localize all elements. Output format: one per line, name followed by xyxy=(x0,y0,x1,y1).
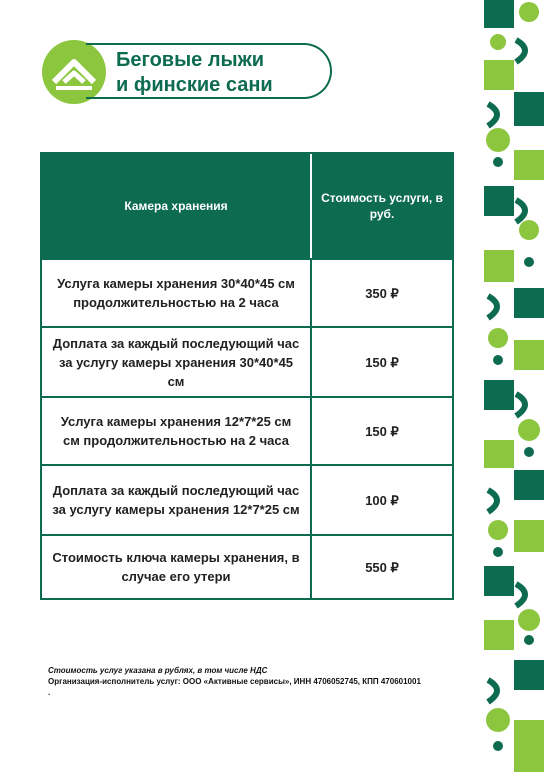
table-header xyxy=(42,154,452,258)
service-cell: Стоимость ключа камеры хранения, в случае его утери xyxy=(52,550,300,584)
table-row xyxy=(42,464,452,534)
service-cell: Услуга камеры хранения 12*7*25 см см продолжительностью на 2 часа xyxy=(60,414,292,448)
footnote-organization: Организация-исполнитель услуг: ООО «Активные сервисы», ИНН 4706052745, КПП 470601001 xyxy=(48,677,421,686)
title-line-1: Беговые лыжи xyxy=(116,49,265,71)
decorative-pattern xyxy=(484,0,544,772)
service-cell: Доплата за каждый последующий час за услугу камеры хранения 30*40*45 см xyxy=(52,335,300,389)
pattern-graphic xyxy=(484,0,544,772)
column-header-service: Камера хранения xyxy=(124,199,228,213)
table-row xyxy=(42,258,452,326)
title-line-2: и финские сани xyxy=(116,74,273,96)
table-row xyxy=(42,396,452,464)
price-cell: 350 ₽ xyxy=(365,285,399,301)
page-title xyxy=(116,48,273,98)
footnote-dot: . xyxy=(48,688,51,697)
table-row xyxy=(42,534,452,598)
price-cell: 150 ₽ xyxy=(365,354,399,370)
price-cell: 100 ₽ xyxy=(365,492,399,508)
service-cell: Услуга камеры хранения 30*40*45 см продолжительностью на 2 часа xyxy=(57,276,295,310)
footnote-vat: Стоимость услуг указана в рублях, в том числе НДС xyxy=(48,666,268,675)
brand-header xyxy=(40,38,336,104)
price-cell: 550 ₽ xyxy=(365,559,399,575)
table-row xyxy=(42,326,452,396)
price-cell: 150 ₽ xyxy=(365,423,399,439)
service-cell: Доплата за каждый последующий час за услугу камеры хранения 12*7*25 см xyxy=(52,483,300,517)
footnote xyxy=(48,665,448,698)
column-header-price: Стоимость услуги, в руб. xyxy=(321,191,443,221)
price-table xyxy=(40,152,454,600)
